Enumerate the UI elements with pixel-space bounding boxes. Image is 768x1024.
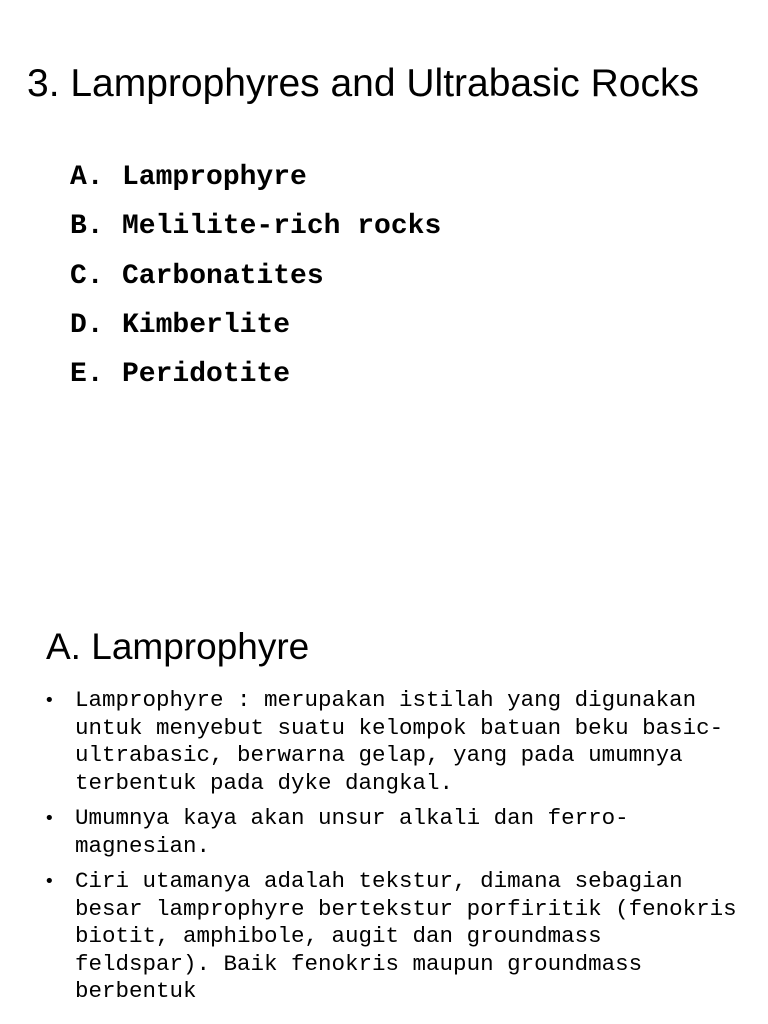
bullet-item	[44, 805, 744, 860]
bullet-icon: •	[44, 871, 55, 892]
bullet-icon: •	[44, 690, 55, 711]
topic-label: Lamprophyre	[122, 162, 307, 193]
bullet-list	[44, 687, 744, 1014]
topic-label: Kimberlite	[122, 309, 291, 341]
bullet-icon: •	[44, 808, 55, 829]
topic-item-lamprophyre	[70, 160, 441, 209]
topic-letter: B.	[70, 211, 104, 243]
topic-letter: A.	[70, 162, 104, 193]
bullet-text: Ciri utamanya adalah tekstur, dimana sebagian besar lamprophyre bertekstur porfiritik (fenokris biotit, amphibole, augit dan groundmass feldspar). Baik fenokris maupun groundmass berbentuk	[75, 868, 737, 1004]
bullet-item	[44, 687, 744, 797]
topic-label: Peridotite	[122, 359, 291, 391]
slide-title: A. Lamprophyre	[46, 626, 310, 667]
topic-letter: D.	[70, 309, 104, 341]
topic-item-melilite-rich-rocks	[70, 209, 441, 258]
topic-label: Melilite-rich rocks	[122, 211, 442, 243]
topic-item-carbonatites	[70, 259, 441, 308]
slide-title: 3. Lamprophyres and Ultrabasic Rocks	[27, 62, 699, 105]
bullet-text: Lamprophyre : merupakan istilah yang digunakan untuk menyebut suatu kelompok batuan beku basic-ultrabasic, berwarna gelap, yang pada umumnya terbentuk pada dyke dangkal.	[75, 687, 724, 796]
bullet-text: Umumnya kaya akan unsur alkali dan ferro-magnesian.	[75, 805, 629, 859]
topic-item-peridotite	[70, 357, 441, 406]
topic-label: Carbonatites	[122, 260, 324, 292]
bullet-item	[44, 868, 744, 1006]
topic-letter: C.	[70, 260, 104, 292]
slide-lamprophyre	[0, 590, 768, 1024]
topic-letter: E.	[70, 359, 104, 391]
topic-item-kimberlite	[70, 308, 441, 357]
topic-list	[70, 160, 441, 406]
